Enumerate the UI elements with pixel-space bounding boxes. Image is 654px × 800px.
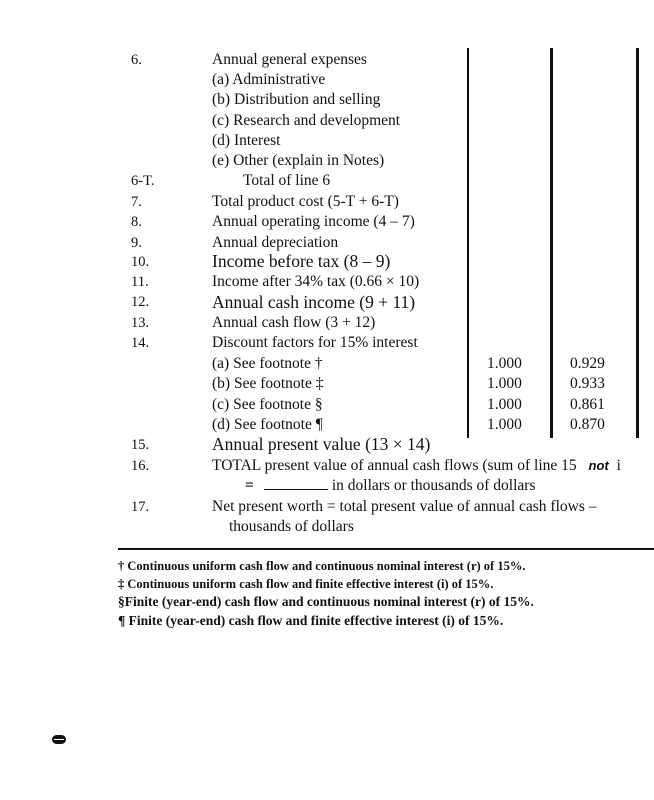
footnote: §Finite (year-end) cash flow and continuous nominal interest (r) of 15%. xyxy=(118,594,534,609)
column-rule-right xyxy=(636,48,639,438)
line-label: Total of line 6 xyxy=(243,172,331,189)
footnote: ¶ Finite (year-end) cash flow and finite effective interest (i) of 15%. xyxy=(118,613,504,628)
line-label-tail: i xyxy=(616,457,621,474)
discount-factor-value: 0.929 xyxy=(570,355,605,372)
line-number: 9. xyxy=(131,235,142,251)
line-label: Annual cash flow (3 + 12) xyxy=(212,314,376,331)
line-label xyxy=(245,477,535,495)
discount-factor-value: 1.000 xyxy=(487,355,522,372)
line-label-text: TOTAL present value of annual cash flows (sum of line 15 xyxy=(212,457,577,474)
line-number: 10. xyxy=(131,254,150,270)
line-label: Annual cash income (9 + 11) xyxy=(212,292,416,312)
line-label: (d) See footnote ¶ xyxy=(212,416,323,433)
footnote-divider xyxy=(118,548,654,550)
line-label: (e) Other (explain in Notes) xyxy=(212,152,385,169)
line-label: Discount factors for 15% interest xyxy=(212,334,418,351)
line-label: (b) See footnote ‡ xyxy=(212,375,324,392)
line-number: 11. xyxy=(131,274,149,290)
discount-factor-value: 0.933 xyxy=(570,375,605,392)
line-label: (c) Research and development xyxy=(212,112,401,129)
line-label: Net present worth = total present value of annual cash flows – xyxy=(212,498,597,515)
line-label: Income before tax (8 – 9) xyxy=(212,251,391,271)
line-label: Income after 34% tax (0.66 × 10) xyxy=(212,273,420,290)
blank-answer-line xyxy=(264,479,328,490)
line-label: (c) See footnote § xyxy=(212,396,323,413)
line-number: 12. xyxy=(131,294,150,310)
line-label: Annual operating income (4 – 7) xyxy=(212,213,415,230)
line-label-emphasis: not xyxy=(588,458,609,473)
line-number: 14. xyxy=(131,335,150,351)
line-label: thousands of dollars xyxy=(229,518,354,535)
discount-factor-value: 0.870 xyxy=(570,416,605,433)
line-number: 7. xyxy=(131,194,142,210)
line-label: Annual present value (13 × 14) xyxy=(212,434,431,454)
line-label-text: in dollars or thousands of dollars xyxy=(331,477,536,494)
column-rule-left xyxy=(467,48,469,438)
line-number: 6-T. xyxy=(131,173,155,189)
line-number: 13. xyxy=(131,315,150,331)
discount-factor-value: 1.000 xyxy=(487,416,522,433)
line-number: 16. xyxy=(131,458,150,474)
discount-factor-value: 1.000 xyxy=(487,396,522,413)
line-label: (a) Administrative xyxy=(212,71,326,88)
discount-factor-value: 1.000 xyxy=(487,375,522,392)
footnote: † Continuous uniform cash flow and continuous nominal interest (r) of 15%. xyxy=(118,559,526,573)
line-label: (d) Interest xyxy=(212,132,281,149)
line-label: Total product cost (5-T + 6-T) xyxy=(212,193,399,210)
column-rule-middle xyxy=(550,48,553,438)
line-number: 17. xyxy=(131,499,150,515)
line-number: 6. xyxy=(131,52,142,68)
line-label: (a) See footnote † xyxy=(212,355,323,372)
footnote: ‡ Continuous uniform cash flow and finite effective interest (i) of 15%. xyxy=(118,577,494,591)
line-number: 8. xyxy=(131,214,142,230)
line-number: 15. xyxy=(131,437,150,453)
line-label: Annual depreciation xyxy=(212,234,339,251)
line-label: (b) Distribution and selling xyxy=(212,91,381,108)
discount-factor-value: 0.861 xyxy=(570,396,605,413)
line-label xyxy=(212,457,621,475)
equals-sign: = xyxy=(245,477,254,494)
line-label: Annual general expenses xyxy=(212,51,367,68)
margin-mark-icon xyxy=(52,735,66,744)
